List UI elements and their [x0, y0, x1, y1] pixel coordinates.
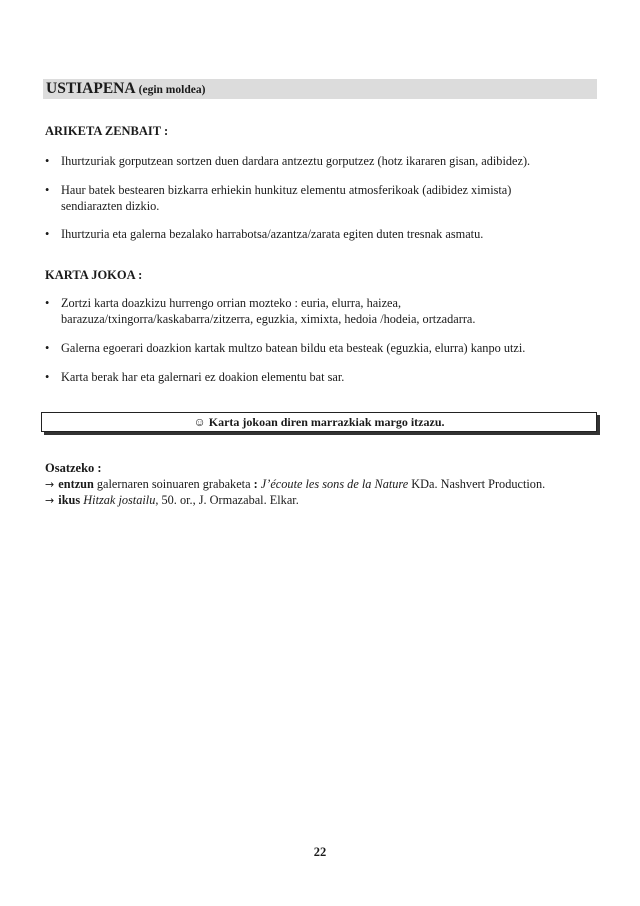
list-item-line: sendiarazten dizkio.: [61, 199, 160, 213]
osatzeko-title: Osatzeko :: [45, 461, 102, 475]
section-heading: [43, 79, 597, 99]
reference-colon: :: [253, 477, 258, 491]
reference-text: galernaren soinuaren grabaketa: [96, 477, 254, 491]
bullet-icon: •: [45, 341, 50, 355]
arrow-right-icon: →: [45, 494, 55, 507]
reference-keyword: ikus: [58, 493, 81, 507]
reference-line: [45, 492, 299, 509]
list-item-line: Ihurtzuriak gorputzean sortzen duen dardara antzeztu gorputzez (hotz ikararen gisan, adibidez).: [61, 154, 531, 168]
list-item-line: Galerna egoerari doazkion kartak multzo batean bildu eta besteak (eguzkia, elurra) kanpo utzi.: [61, 341, 526, 355]
reference-keyword: entzun: [58, 477, 94, 491]
bullet-icon: •: [45, 183, 50, 197]
section-heading-subtitle: (egin moldea): [138, 84, 206, 96]
list-item-line: barazuza/txingorra/kaskabarra/zitzerra, eguzkia, ximixta, hedoia /hodeia, ortzadarra.: [61, 312, 476, 326]
bullet-icon: •: [45, 370, 50, 384]
bullet-icon: •: [45, 227, 50, 241]
page-number: 22: [313, 845, 327, 859]
reference-title: J’écoute les sons de la Nature: [260, 477, 409, 491]
arrow-right-icon: →: [45, 478, 55, 491]
karta-title: KARTA JOKOA :: [45, 268, 143, 282]
note-text: Karta jokoan diren marrazkiak margo itzazu.: [208, 415, 445, 429]
smiley-icon: ☺: [193, 415, 206, 429]
list-item-line: Karta berak har eta galernari ez doakion elementu bat sar.: [61, 370, 345, 384]
list-item-line: Haur batek bestearen bizkarra erhiekin hunkituz elementu atmosferikoak (adibidez ximista): [61, 183, 512, 197]
reference-text: KDa. Nashvert Production.: [408, 477, 546, 491]
ariketa-title: ARIKETA ZENBAIT :: [45, 124, 169, 138]
note-box: [41, 412, 597, 432]
bullet-icon: •: [45, 154, 50, 168]
reference-title: Hitzak jostailu: [83, 493, 156, 507]
bullet-icon: •: [45, 296, 50, 310]
reference-line: [45, 476, 545, 493]
reference-text: , 50. or., J. Ormazabal. Elkar.: [155, 493, 299, 507]
section-heading-title: USTIAPENA: [46, 80, 136, 97]
list-item-line: Ihurtzuria eta galerna bezalako harrabotsa/azantza/zarata egiten duten tresnak asmatu.: [61, 227, 484, 241]
list-item-line: Zortzi karta doazkizu hurrengo orrian mozteko : euria, elurra, haizea,: [61, 296, 402, 310]
